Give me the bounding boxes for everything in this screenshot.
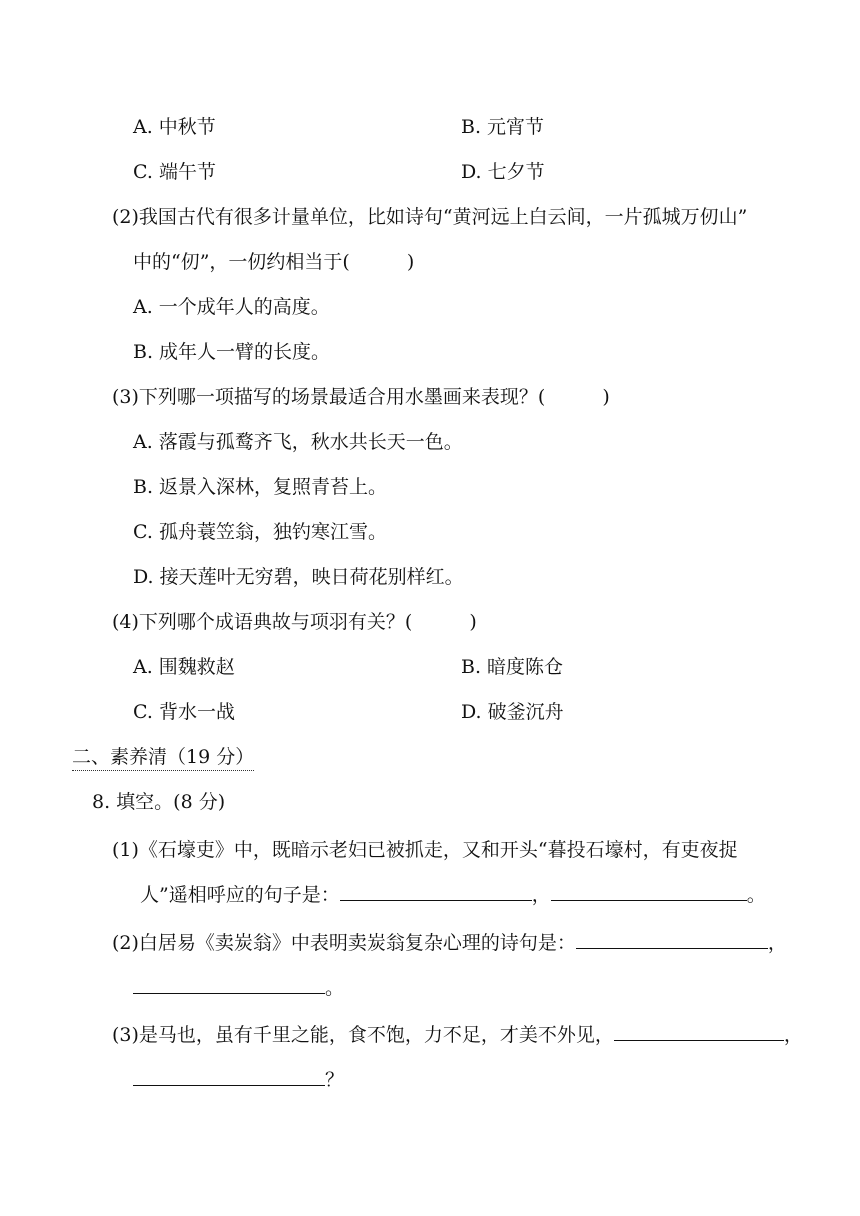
q3-option-c: C. 孤舟蓑笠翁，独钓寒江雪。 xyxy=(133,521,387,543)
q3-stem: (3)下列哪一项描写的场景最适合用水墨画来表现？( ) xyxy=(112,386,610,408)
q2-option-a: A. 一个成年人的高度。 xyxy=(133,296,330,318)
question-mark: ？ xyxy=(325,1069,345,1091)
q2-stem-line1: (2)我国古代有很多计量单位，比如诗句“黄河远上白云间，一片孤城万仞山” xyxy=(112,206,748,228)
q4-option-c: C. 背水一战 xyxy=(133,701,235,723)
answer-blank[interactable] xyxy=(340,880,532,901)
period: 。 xyxy=(746,884,766,906)
answer-blank[interactable] xyxy=(551,880,747,901)
q8-sub2-line2 xyxy=(133,973,344,1000)
q2-stem-line2: 中的“仞”，一仞约相当于( ) xyxy=(133,251,415,273)
q4-option-d: D. 破釜沉舟 xyxy=(461,701,564,723)
q1-option-d: D. 七夕节 xyxy=(461,161,545,183)
section-heading-text: 二、素养清（19 分） xyxy=(72,746,254,771)
q1-option-c: C. 端午节 xyxy=(133,161,216,183)
q3-option-a: A. 落霞与孤鹜齐飞，秋水共长天一色。 xyxy=(133,431,463,453)
q1-option-b: B. 元宵节 xyxy=(461,116,545,138)
q8-sub3-line1 xyxy=(112,1020,803,1047)
q8-sub1-line1: (1)《石壕吏》中，既暗示老妇已被抓走，又和开头“暮投石壕村，有吏夜捉 xyxy=(112,839,738,861)
section-heading xyxy=(72,745,254,769)
q8-sub1-line2 xyxy=(140,880,766,907)
answer-blank[interactable] xyxy=(576,928,768,949)
q4-stem: (4)下列哪个成语典故与项羽有关？( ) xyxy=(112,611,477,633)
q2-option-b: B. 成年人一臂的长度。 xyxy=(133,341,331,363)
q3-option-d: D. 接天莲叶无穷碧，映日荷花别样红。 xyxy=(133,566,464,588)
answer-blank[interactable] xyxy=(614,1020,784,1041)
q8-stem: 8. 填空。(8 分) xyxy=(92,791,226,813)
q3-option-b: B. 返景入深林，复照青苔上。 xyxy=(133,476,388,498)
comma: ， xyxy=(767,932,787,954)
q8-sub2-line1 xyxy=(112,928,787,955)
period: 。 xyxy=(325,977,345,999)
q8-sub2-text: (2)白居易《卖炭翁》中表明卖炭翁复杂心理的诗句是： xyxy=(112,932,576,954)
q8-sub3-line2 xyxy=(133,1065,344,1092)
comma: ， xyxy=(531,884,551,906)
q8-sub3-text: (3)是马也，虽有千里之能，食不饱，力不足，才美不外见， xyxy=(112,1024,614,1046)
q1-option-a: A. 中秋节 xyxy=(133,116,216,138)
q8-sub1-prefix: 人”遥相呼应的句子是： xyxy=(140,884,340,906)
q4-option-b: B. 暗度陈仓 xyxy=(461,656,564,678)
q4-option-a: A. 围魏救赵 xyxy=(133,656,235,678)
answer-blank[interactable] xyxy=(133,973,325,994)
answer-blank[interactable] xyxy=(133,1065,325,1086)
comma: ， xyxy=(783,1024,803,1046)
